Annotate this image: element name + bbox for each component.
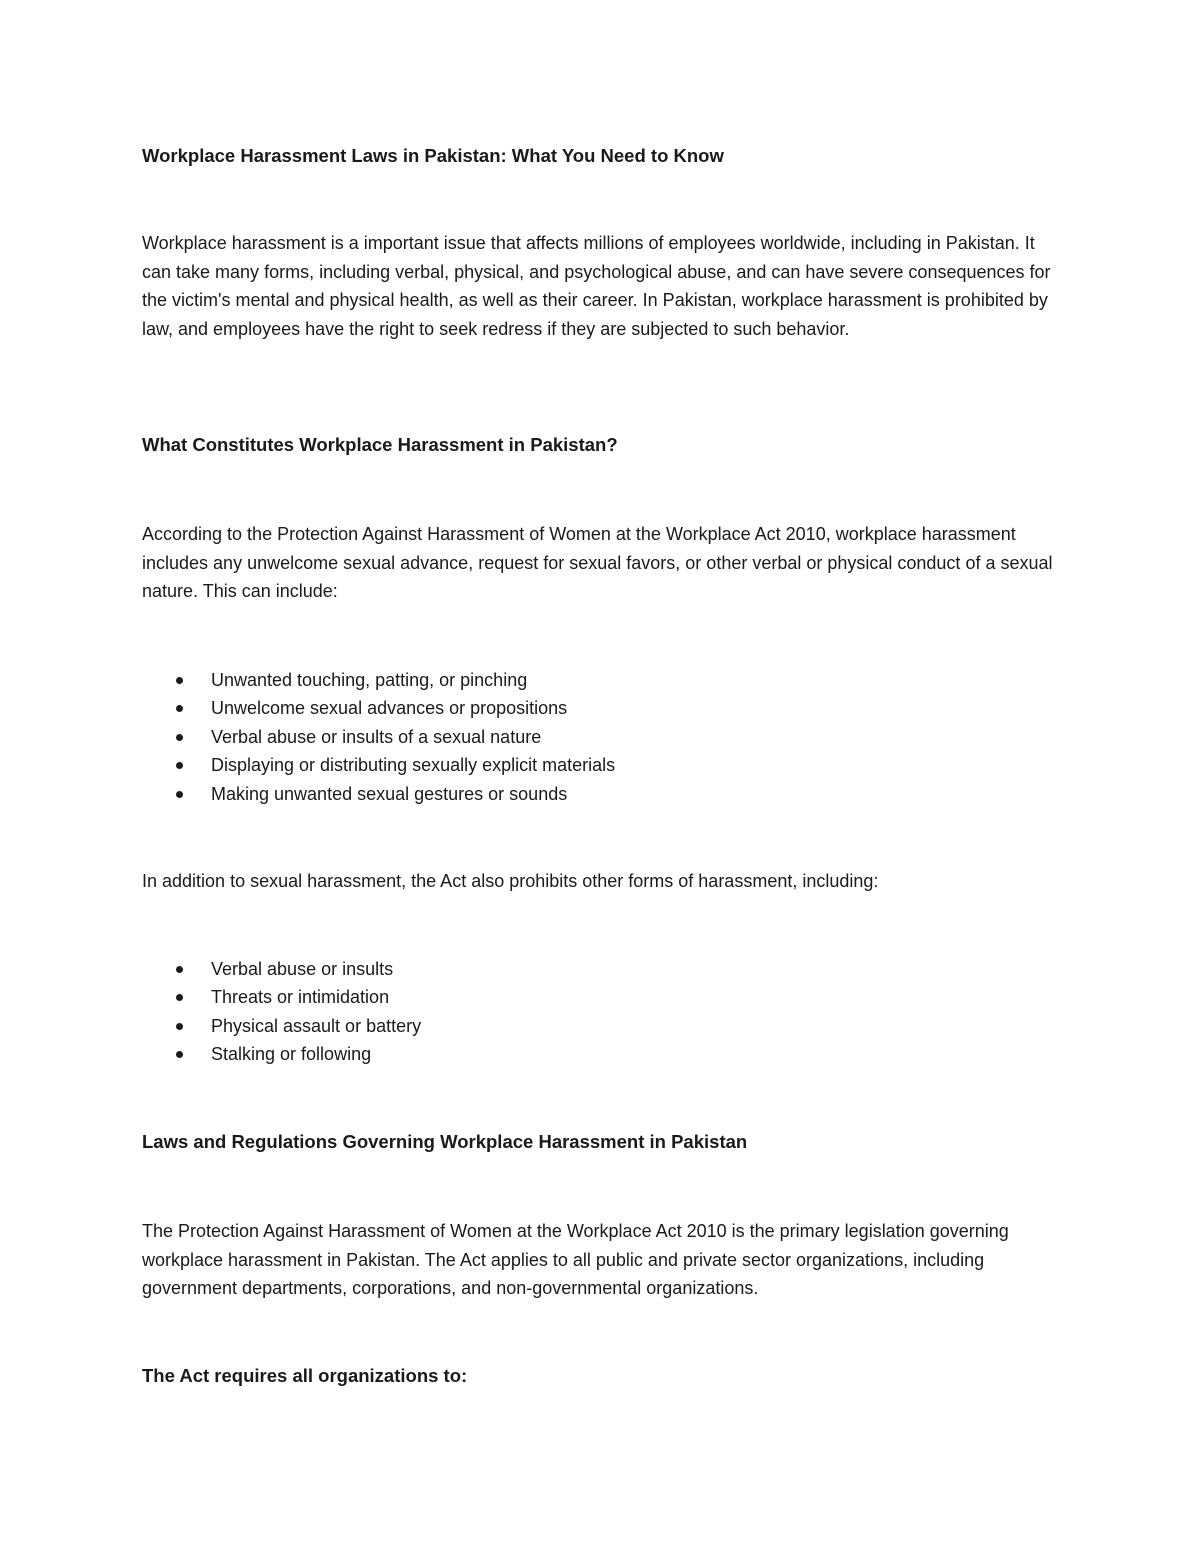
- bullet-icon: [176, 705, 183, 712]
- list-item: Physical assault or battery: [142, 1012, 1042, 1040]
- list-item: Making unwanted sexual gestures or sounds: [142, 780, 1042, 808]
- list-item: Threats or intimidation: [142, 983, 1042, 1011]
- bullet-icon: [176, 677, 183, 684]
- bullet-icon: [176, 734, 183, 741]
- section-heading-what-constitutes: What Constitutes Workplace Harassment in Pakistan?: [142, 434, 618, 455]
- definition-paragraph: According to the Protection Against Harassment of Women at the Workplace Act 2010, workplace harassment includes any unwelcome sexual advance, request for sexual favors, or other verbal or physical conduct of a sexual nature. This can include:: [142, 524, 1053, 602]
- legislation-paragraph: The Protection Against Harassment of Women at the Workplace Act 2010 is the primary legislation governing workplace harassment in Pakistan. The Act applies to all public and private sector organizations, including government departments, corporations, and non-governmental organizations.: [142, 1221, 1009, 1299]
- bullet-icon: [176, 762, 183, 769]
- intro-paragraph: Workplace harassment is a important issue that affects millions of employees worldwide, including in Pakistan. It can take many forms, including verbal, physical, and psychological abuse, and can have severe consequences for the victim's mental and physical health, as well as their career. In Pakistan, workplace harassment is prohibited by law, and employees have the right to seek redress if they are subjected to such behavior.: [142, 233, 1051, 339]
- bullet-icon: [176, 994, 183, 1001]
- list-item: Verbal abuse or insults of a sexual nature: [142, 723, 1042, 751]
- list-item: Unwelcome sexual advances or propositions: [142, 694, 1042, 722]
- sexual-harassment-list: [142, 666, 1042, 808]
- section-heading-act-requires: The Act requires all organizations to:: [142, 1365, 468, 1386]
- list-item: Stalking or following: [142, 1040, 1042, 1068]
- bullet-icon: [176, 791, 183, 798]
- bullet-icon: [176, 966, 183, 973]
- list-item: Displaying or distributing sexually explicit materials: [142, 751, 1042, 779]
- bullet-icon: [176, 1051, 183, 1058]
- other-forms-paragraph: In addition to sexual harassment, the Act also prohibits other forms of harassment, including:: [142, 871, 879, 891]
- list-item: Verbal abuse or insults: [142, 955, 1042, 983]
- section-heading-laws-regulations: Laws and Regulations Governing Workplace Harassment in Pakistan: [142, 1131, 748, 1152]
- document-title: Workplace Harassment Laws in Pakistan: What You Need to Know: [142, 145, 724, 166]
- list-item: Unwanted touching, patting, or pinching: [142, 666, 1042, 694]
- bullet-icon: [176, 1023, 183, 1030]
- other-harassment-list: [142, 955, 1042, 1069]
